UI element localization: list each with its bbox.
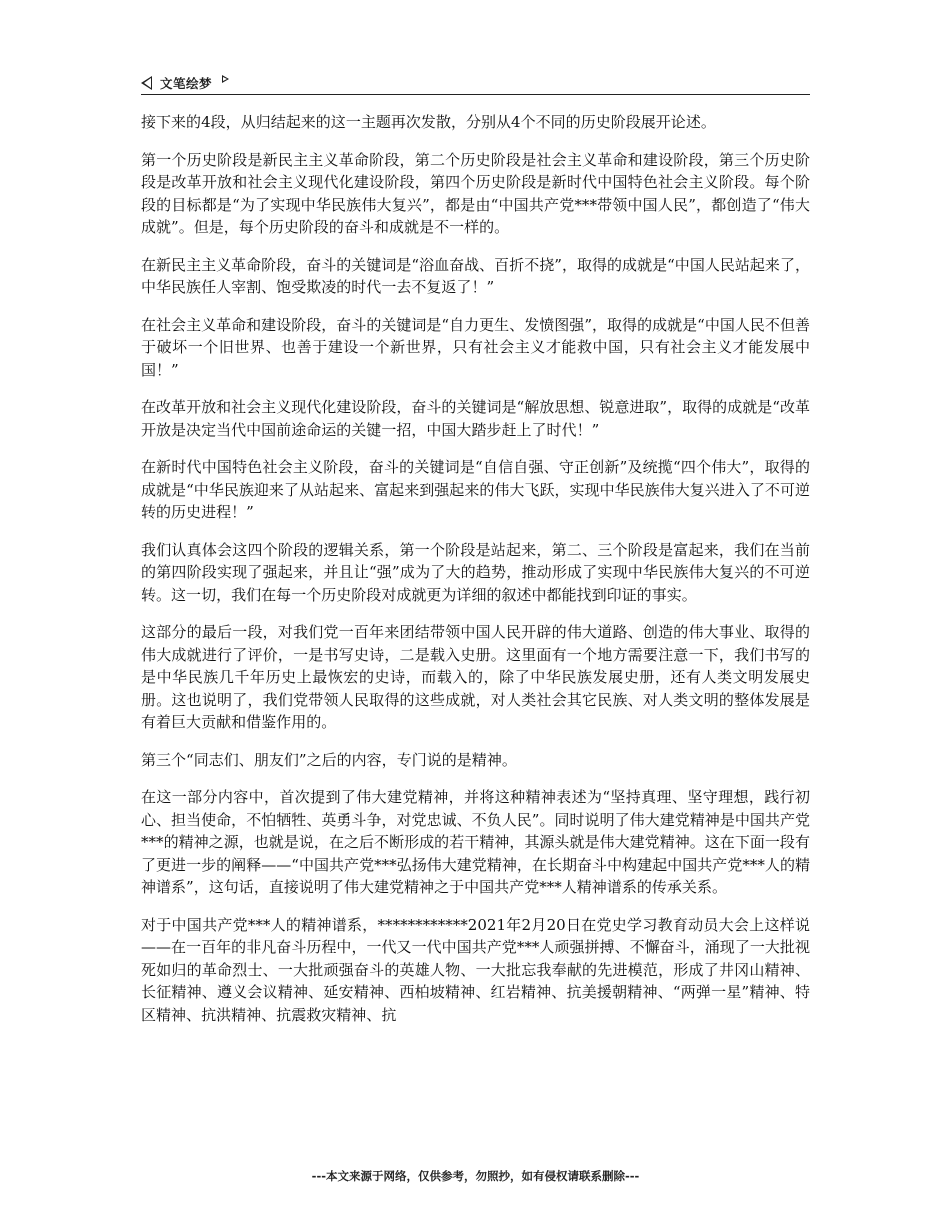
paragraph-7: 我们认真体会这四个阶段的逻辑关系，第一个阶段是站起来，第二、三个阶段是富起来，我们在当前的第四阶段实现了强起来，并且让“强”成为了大的趋势，推动形成了实现中华民族伟大复兴的不可逆转。这一切，我们在每一个历史阶段对成就更为详细的叙述中都能找到印证的事实。: [141, 540, 810, 604]
paragraph-8: 这部分的最后一段，对我们党一百年来团结带领中国人民开辟的伟大道路、创造的伟大事业、取得的伟大成就进行了评价，一是书写史诗，二是载入史册。这里面有一个地方需要注意一下，我们书写的是中华民族几千年历史上最恢宏的史诗，而载入的，除了中华民族发展史册，还有人类文明发展史册。这也说明了，我们党带领人民取得的这些成就，对人类社会其它民族、对人类文明的整体发展是有着巨大贡献和借鉴作用的。: [141, 623, 810, 731]
brand-name: 文笔绘梦: [160, 76, 213, 91]
paragraph-5: 在改革开放和社会主义现代化建设阶段，奋斗的关键词是“解放思想、锐意进取”，取得的成就是“改革开放是决定当代中国前途命运的关键一招，中国大踏步赶上了时代！”: [141, 398, 810, 439]
page-footer-disclaimer: ---本文来源于网络，仅供参考，勿照抄，如有侵权请联系删除---: [311, 1169, 640, 1183]
hollow-triangle-left-icon: [141, 76, 152, 90]
paragraph-10: 在这一部分内容中，首次提到了伟大建党精神，并将这种精神表述为“坚持真理、坚守理想，践行初心、担当使命，不怕牺牲、英勇斗争，对党忠诚、不负人民”。同时说明了伟大建党精神是中国共产党***的精神之源，也就是说，在之后不断形成的若干精神，其源头就是伟大建党精神。这在下面一段有了更进一步的阐释——“中国共产党***弘扬伟大建党精神，在长期奋斗中构建起中国共产党***人的精神谱系”，这句话，直接说明了伟大建党精神之于中国共产党***人精神谱系的传承关系。: [141, 788, 810, 896]
paragraph-11: 对于中国共产党***人的精神谱系，************2021年2月20日在党史学习教育动员大会上这样说——在一百年的非凡奋斗历程中，一代又一代中国共产党***人顽强拼搏、不懈奋斗，涌现了一大批视死如归的革命烈士、一大批顽强奋斗的英雄人物、一大批忘我奉献的先进模范，形成了井冈山精神、长征精神、遵义会议精神、延安精神、西柏坡精神、红岩精神、抗美援朝精神、“两弹一星”精神、特区精神、抗洪精神、抗震救灾精神、抗: [141, 915, 810, 1024]
paragraph-9: 第三个“同志们、朋友们”之后的内容，专门说的是精神。: [141, 750, 517, 769]
hollow-triangle-right-icon: [222, 75, 229, 83]
paragraph-3: 在新民主主义革命阶段，奋斗的关键词是“浴血奋战、百折不挠”，取得的成就是“中国人民站起来了，中华民族任人宰割、饱受欺凌的时代一去不复返了！”: [141, 255, 810, 296]
paragraph-6: 在新时代中国特色社会主义阶段，奋斗的关键词是“自信自强、守正创新”及统揽“四个伟大”，取得的成就是“中华民族迎来了从站起来、富起来到强起来的伟大飞跃，实现中华民族伟大复兴进入了不可逆转的历史进程！”: [141, 458, 810, 521]
document-body: [141, 111, 810, 1041]
paragraph-1: 接下来的4段，从归结起来的这一主题再次发散，分别从4个不同的历史阶段展开论述。: [141, 113, 716, 131]
document-page: [141, 0, 810, 1230]
page-header: [141, 72, 810, 95]
paragraph-2: 第一个历史阶段是新民主主义革命阶段，第二个历史阶段是社会主义革命和建设阶段，第三个历史阶段是改革开放和社会主义现代化建设阶段，第四个历史阶段是新时代中国特色社会主义阶段。每个阶段的目标都是“为了实现中华民族伟大复兴”，都是由“中国共产党***带领中国人民”，都创造了“伟大成就”。但是，每个历史阶段的奋斗和成就是不一样的。: [141, 150, 810, 236]
paragraph-4: 在社会主义革命和建设阶段，奋斗的关键词是“自力更生、发愤图强”，取得的成就是“中国人民不但善于破坏一个旧世界、也善于建设一个新世界，只有社会主义才能救中国，只有社会主义才能发展中国！”: [141, 315, 810, 379]
